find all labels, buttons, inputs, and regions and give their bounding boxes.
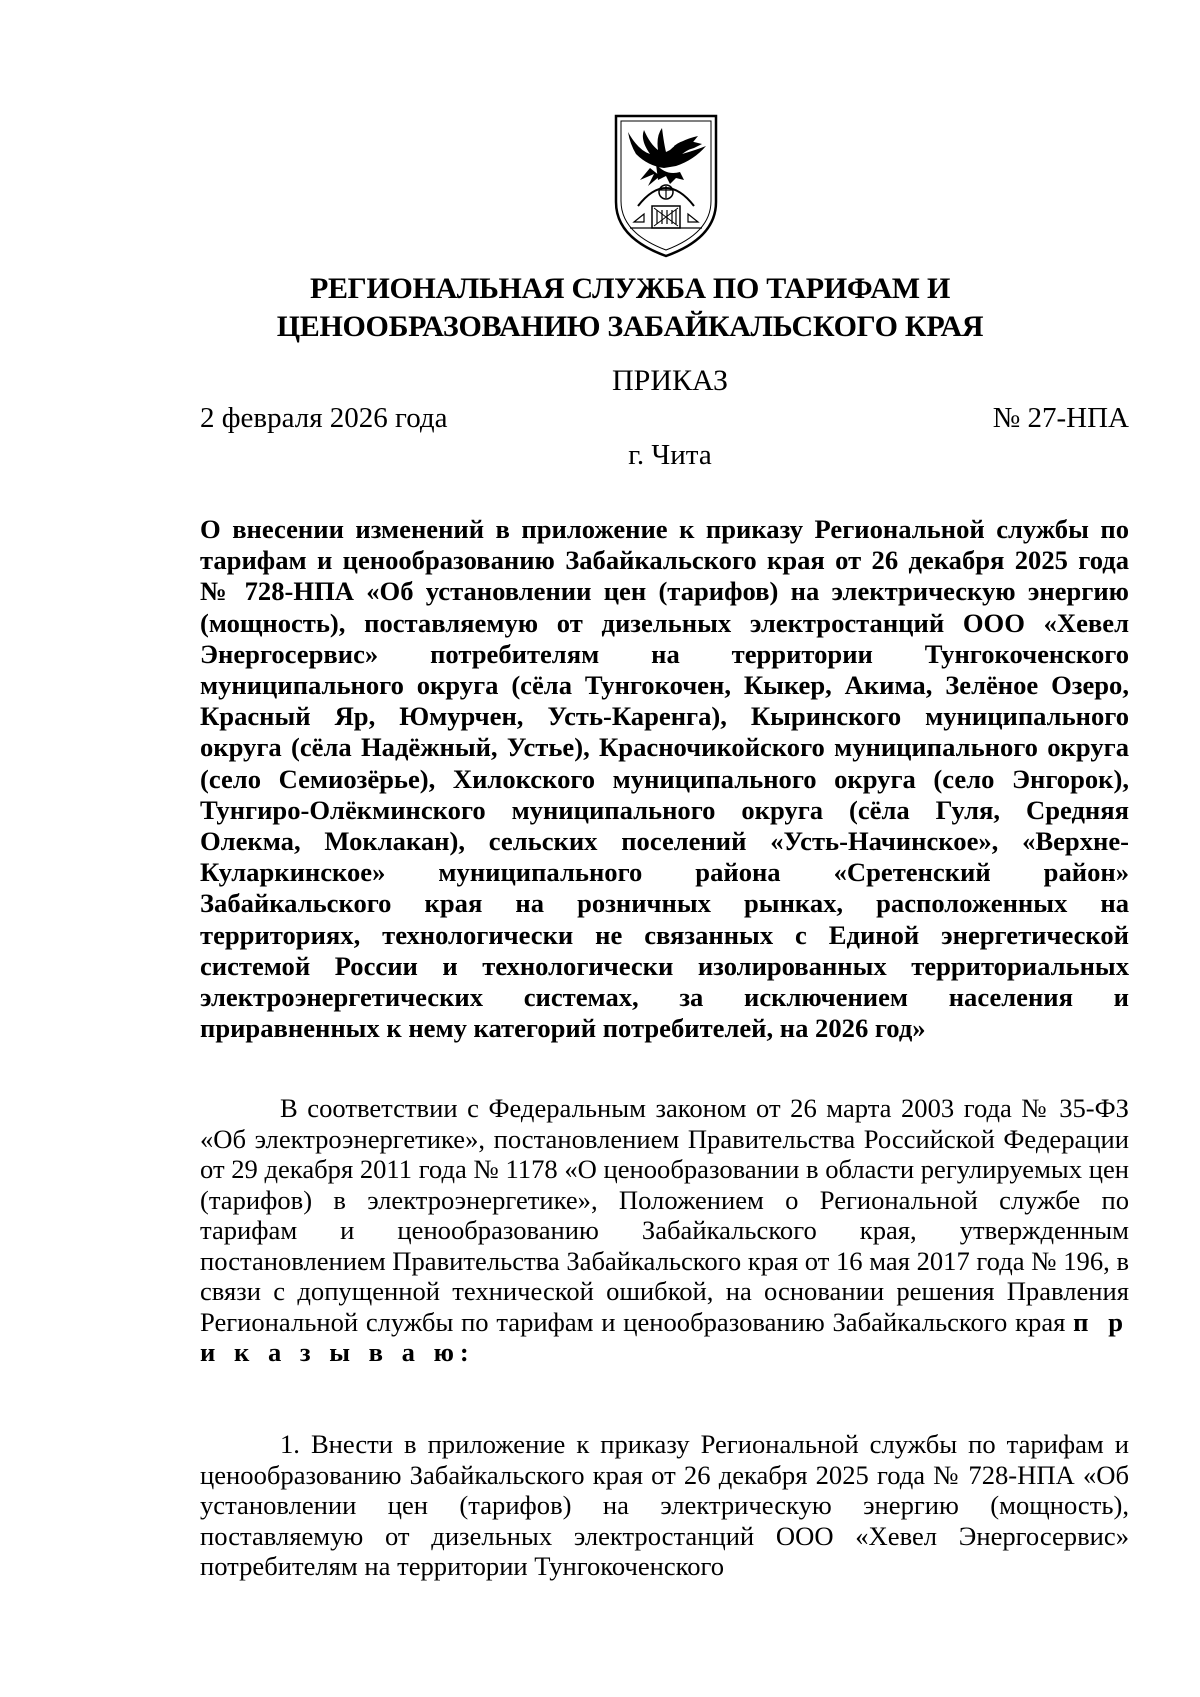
- coat-of-arms-icon: [610, 110, 722, 260]
- agency-title-line-1: РЕГИОНАЛЬНАЯ СЛУЖБА ПО ТАРИФАМ И: [309, 272, 951, 305]
- agency-title-line-2: ЦЕНООБРАЗОВАНИЮ ЗАБАЙКАЛЬСКОГО КРАЯ: [276, 310, 984, 343]
- agency-title: [200, 270, 1060, 346]
- document-city: г. Чита: [628, 439, 712, 471]
- document-date: 2 февраля 2026 года: [200, 402, 448, 434]
- document-type: ПРИКАЗ: [612, 364, 728, 397]
- decree-word: п р и к а з ы в а ю:: [200, 1306, 1129, 1367]
- preamble-paragraph: [200, 1093, 1129, 1368]
- document-number: № 27-НПА: [992, 402, 1129, 434]
- preamble-text: В соответствии с Федеральным законом от 26 марта 2003 года № 35-ФЗ «Об электроэнергетике», постановлением Правительства Российской Федерации от 29 декабря 2011 года № 1178 «О ценообразовании в области регулируемых цен (тарифов) в электроэнергетике», Положением о Региональной службе по тарифам и ценообразованию Забайкальского края, утвержденным постановлением Правительства Забайкальского края от 16 мая 2017 года № 196, в связи с допущенной технической ошибкой, на основании решения Правления Региональной службы по тарифам и ценообразованию Забайкальского края: [200, 1093, 1129, 1337]
- item-1-paragraph: 1. Внести в приложение к приказу Региональной службы по тарифам и ценообразованию Забайкальского края от 26 декабря 2025 года № 728-НПА «Об установлении цен (тарифов) на электрическую энергию (мощность), поставляемую от дизельных электростанций ООО «Хевел Энергосервис» потребителям на территории Тунгокоченского: [200, 1429, 1129, 1581]
- document-subject: О внесении изменений в приложение к приказу Региональной службы по тарифам и ценообразованию Забайкальского края от 26 декабря 2025 года № 728-НПА «Об установлении цен (тарифов) на электрическую энергию (мощность), поставляемую от дизельных электростанций ООО «Хевел Энергосервис» потребителям на территории Тунгокоченского муниципального округа (сёла Тунгокочен, Кыкер, Акима, Зелёное Озеро, Красный Яр, Юмурчен, Усть-Каренга), Кыринского муниципального округа (сёла Надёжный, Устье), Красночикойского муниципального округа (село Семиозёрье), Хилокского муниципального округа (село Энгорок), Тунгиро-Олёкминского муниципального округа (сёла Гуля, Средняя Олекма, Моклакан), сельских поселений «Усть-Начинское», «Верхне-Куларкинское» муниципального района «Сретенский район» Забайкальского края на розничных рынках, расположенных на территориях, технологически не связанных с Единой энергетической системой России и технологически изолированных территориальных электроэнергетических системах, за исключением населения и приравненных к нему категорий потребителей, на 2026 год»: [200, 514, 1129, 1044]
